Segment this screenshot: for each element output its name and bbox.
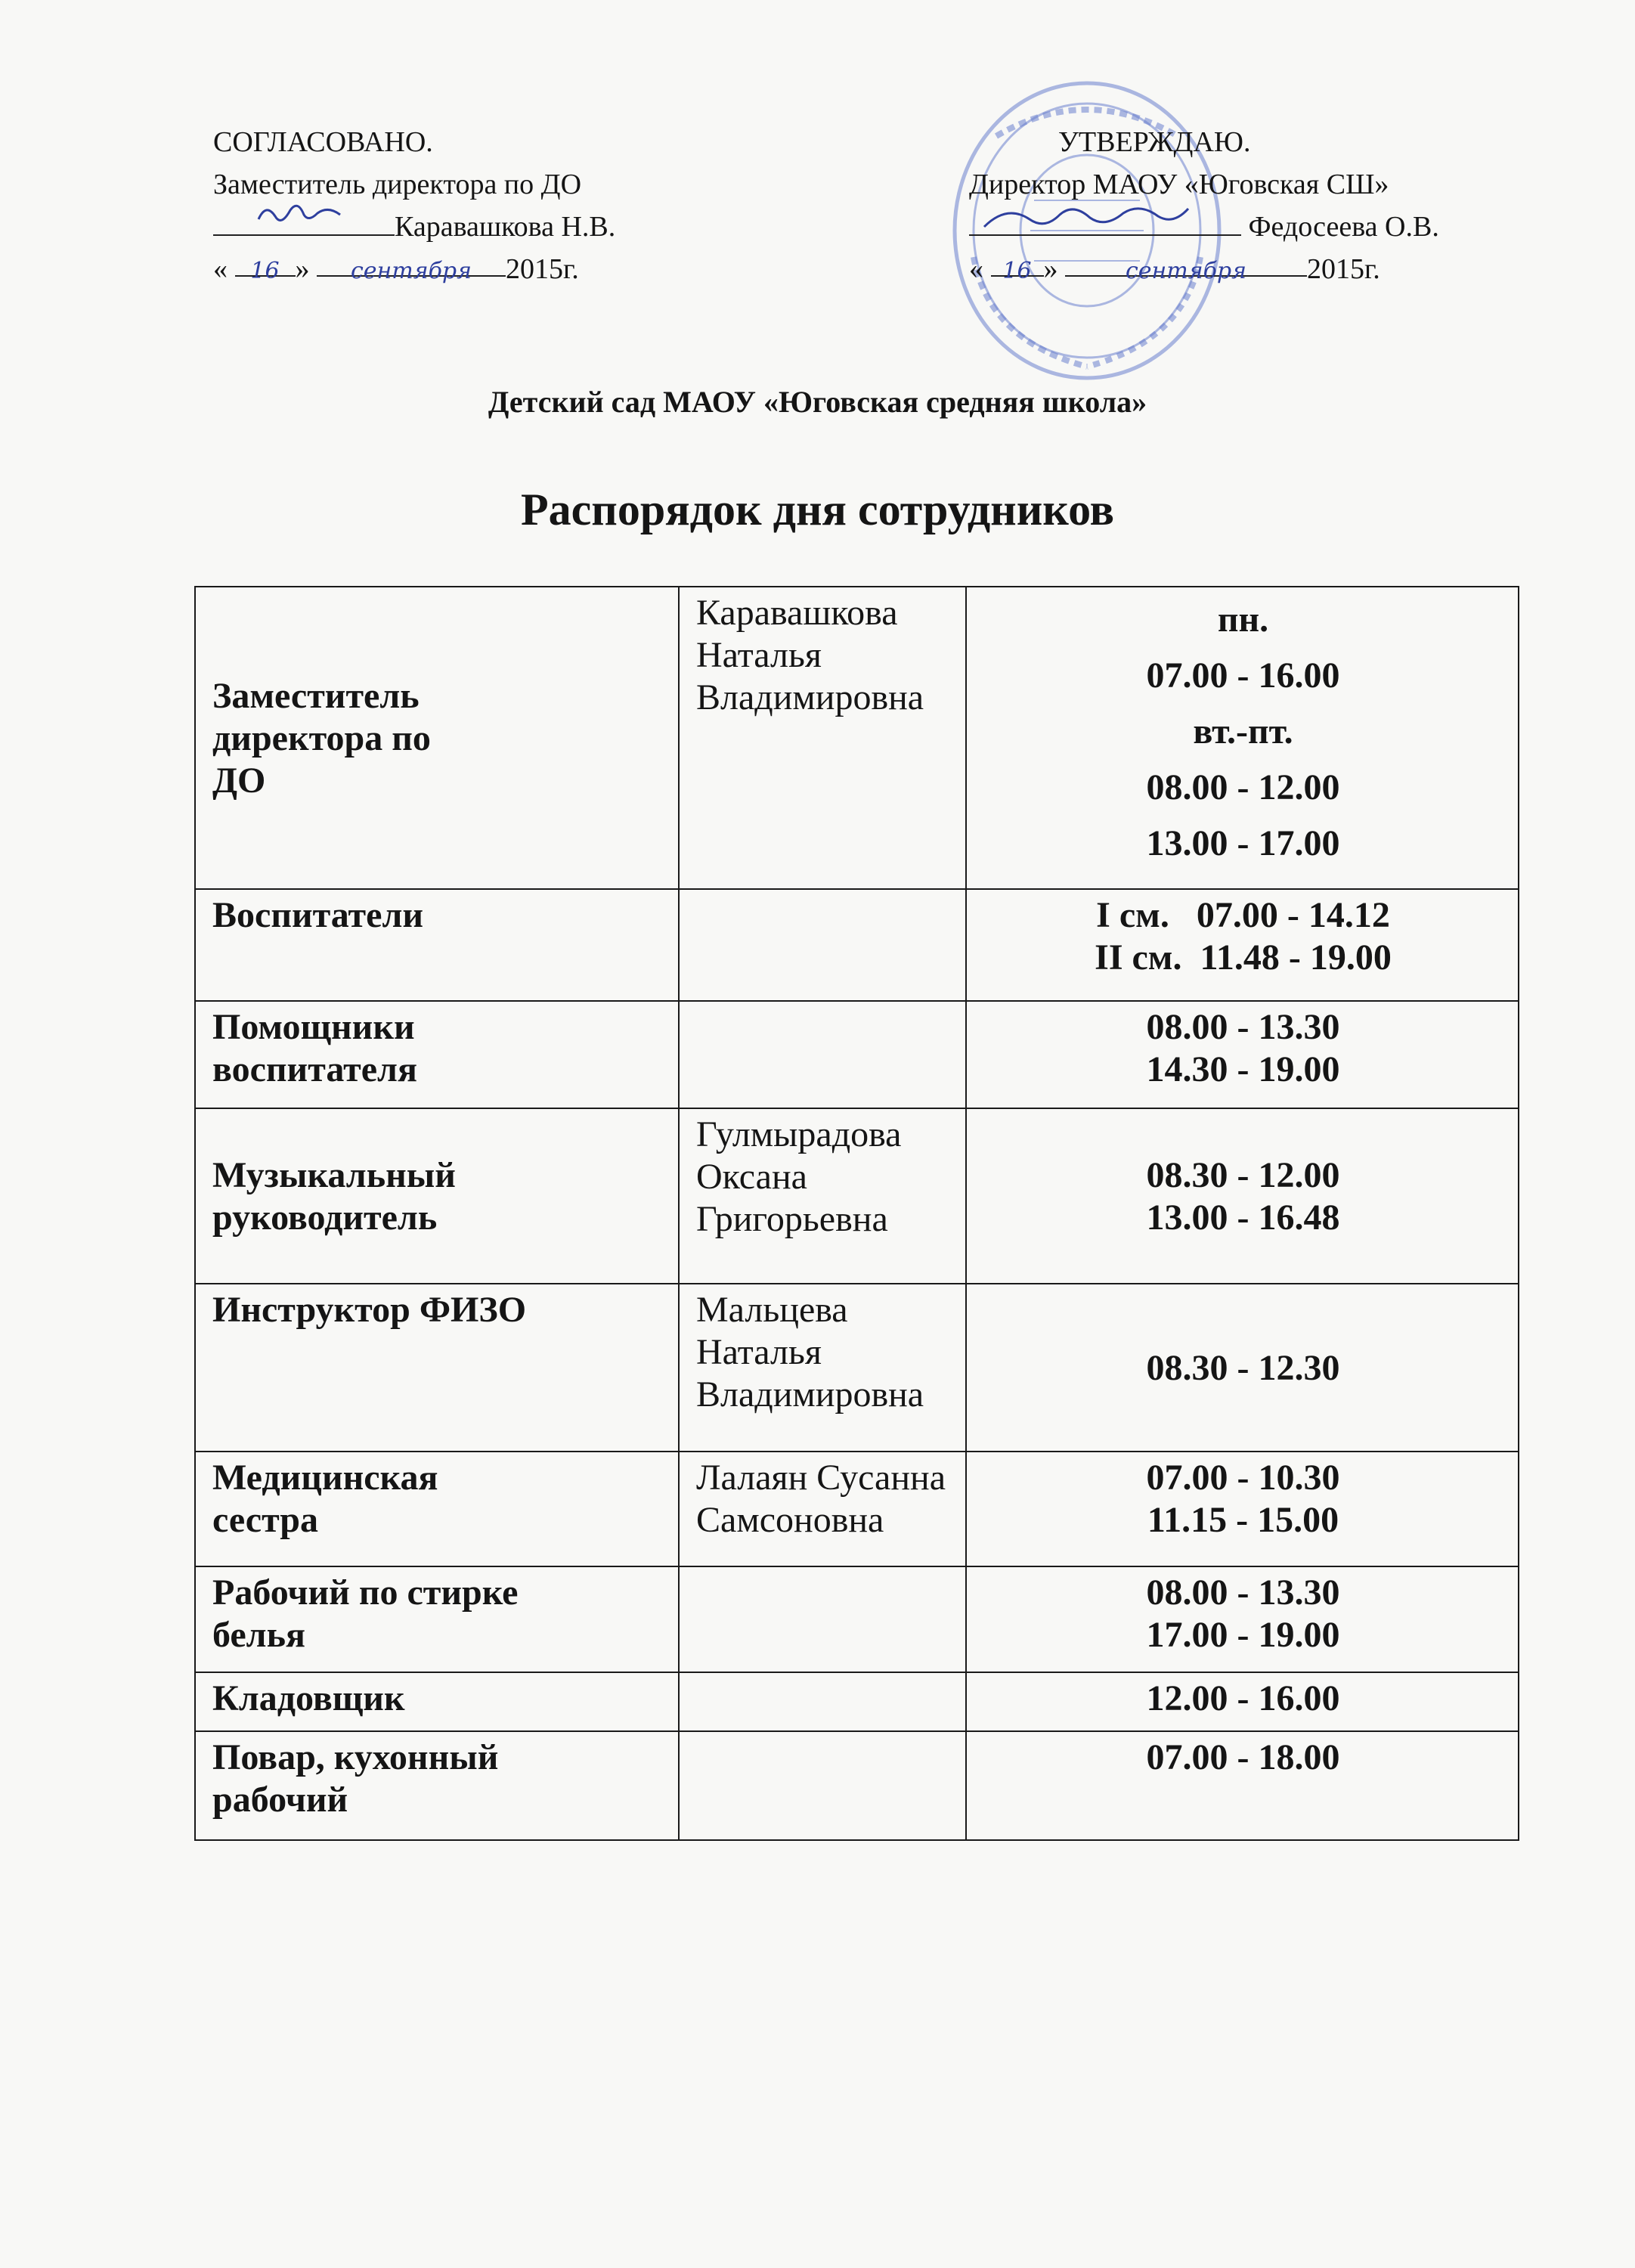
work-hours-text: I см. 07.00 - 14.12 bbox=[1096, 895, 1390, 935]
employee-name-text: Владимировна bbox=[696, 677, 924, 717]
date-month: сентября bbox=[350, 258, 472, 284]
approval-heading: УТВЕРЖДАЮ. bbox=[1058, 126, 1251, 158]
date-day: 16 bbox=[1002, 258, 1032, 284]
approval-role: Заместитель директора по ДО bbox=[213, 169, 582, 200]
date-quote-open: « bbox=[969, 253, 983, 285]
work-hours-text: 08.30 - 12.30 bbox=[1146, 1348, 1340, 1388]
schedule-row bbox=[195, 1108, 1519, 1284]
schedule-row bbox=[195, 587, 1519, 889]
position-text: сестра bbox=[212, 1500, 318, 1540]
employee-name-cell bbox=[679, 1566, 966, 1672]
employee-name-text: Мальцева bbox=[696, 1290, 848, 1330]
approval-date bbox=[213, 248, 757, 290]
employee-name-text: Оксана bbox=[696, 1157, 807, 1197]
position-text: руководитель bbox=[212, 1198, 438, 1238]
employee-name-text: Самсоновна bbox=[696, 1500, 884, 1540]
work-hours-text: 11.15 - 15.00 bbox=[1147, 1500, 1339, 1540]
signature-field bbox=[213, 207, 395, 236]
employee-name-text: Гулмырадова bbox=[696, 1114, 902, 1154]
signature-field bbox=[969, 207, 1241, 236]
date-quote-open: « bbox=[213, 253, 228, 285]
employee-name-cell bbox=[679, 1108, 966, 1284]
employee-name-text: Лалаян Сусанна bbox=[696, 1458, 946, 1498]
position-text: белья bbox=[212, 1615, 305, 1655]
work-hours-text: 08.00 - 13.30 bbox=[1146, 1007, 1340, 1047]
position-cell bbox=[195, 587, 679, 889]
date-month-field bbox=[1065, 248, 1307, 284]
work-hours-text: 14.30 - 19.00 bbox=[1146, 1049, 1340, 1089]
position-cell bbox=[195, 1672, 679, 1731]
date-month: сентября bbox=[1125, 258, 1246, 284]
date-quote-close: » bbox=[295, 253, 310, 285]
position-text: Музыкальный bbox=[212, 1155, 456, 1195]
position-text: Повар, кухонный bbox=[212, 1737, 499, 1777]
schedule-row bbox=[195, 1284, 1519, 1452]
date-day-field bbox=[235, 248, 296, 284]
employee-name-cell bbox=[679, 1672, 966, 1731]
position-text: директора по bbox=[212, 718, 431, 758]
schedule-row bbox=[195, 1731, 1519, 1840]
date-year: 2015г. bbox=[1307, 253, 1380, 285]
employee-name-text: Григорьевна bbox=[696, 1199, 888, 1239]
position-text: рабочий bbox=[212, 1780, 348, 1820]
work-hours-cell bbox=[966, 1108, 1519, 1284]
position-text: Кладовщик bbox=[212, 1678, 405, 1718]
employee-name-cell bbox=[679, 1731, 966, 1840]
approval-date bbox=[969, 248, 1559, 290]
position-cell bbox=[195, 1731, 679, 1840]
position-text: ДО bbox=[212, 761, 266, 801]
approval-heading: СОГЛАСОВАНО. bbox=[213, 126, 433, 158]
approval-block-agreed bbox=[213, 121, 757, 290]
position-text: воспитателя bbox=[212, 1049, 417, 1089]
organization-name: Детский сад МАОУ «Юговская средняя школа» bbox=[488, 385, 1147, 419]
employee-name-cell bbox=[679, 1284, 966, 1452]
position-cell bbox=[195, 1108, 679, 1284]
approval-signer-name: Федосеева О.В. bbox=[1248, 211, 1439, 243]
work-hours-text: 07.00 - 10.30 bbox=[1146, 1458, 1340, 1498]
approval-signer-line bbox=[969, 206, 1559, 248]
approval-signer-line bbox=[213, 206, 757, 248]
date-year: 2015г. bbox=[506, 253, 579, 285]
position-cell bbox=[195, 1284, 679, 1452]
handwritten-signature bbox=[969, 197, 1241, 234]
employee-name-text: Каравашкова bbox=[696, 593, 898, 633]
schedule-row bbox=[195, 889, 1519, 1001]
position-cell bbox=[195, 889, 679, 1001]
position-cell bbox=[195, 1566, 679, 1672]
work-hours-text: II см. 11.48 - 19.00 bbox=[1095, 937, 1392, 978]
work-hours-cell bbox=[966, 1284, 1519, 1452]
date-month-field bbox=[317, 248, 506, 284]
work-hours-cell bbox=[966, 1001, 1519, 1108]
schedule-row bbox=[195, 1566, 1519, 1672]
work-hours-text: 17.00 - 19.00 bbox=[1146, 1615, 1340, 1655]
date-quote-close: » bbox=[1043, 253, 1058, 285]
date-day: 16 bbox=[250, 258, 280, 284]
work-hours-cell bbox=[966, 587, 1519, 889]
employee-name-text: Наталья bbox=[696, 1332, 822, 1372]
work-hours-text: 07.00 - 18.00 bbox=[1146, 1737, 1340, 1777]
position-text: Медицинская bbox=[212, 1458, 438, 1498]
work-hours-text: 08.30 - 12.00 bbox=[1146, 1155, 1340, 1195]
work-hours-cell bbox=[966, 1672, 1519, 1731]
work-hours-text: 07.00 - 16.00 bbox=[1146, 655, 1340, 696]
handwritten-signature bbox=[213, 197, 395, 234]
work-hours-text: 13.00 - 16.48 bbox=[1146, 1198, 1340, 1238]
work-hours-text: пн. bbox=[1217, 600, 1269, 640]
position-text: Заместитель bbox=[212, 676, 420, 716]
work-hours-text: 08.00 - 12.00 bbox=[1146, 767, 1340, 807]
work-hours-text: 12.00 - 16.00 bbox=[1146, 1678, 1340, 1718]
approval-block-approved bbox=[969, 121, 1559, 290]
work-hours-cell bbox=[966, 889, 1519, 1001]
staff-schedule-table bbox=[194, 586, 1519, 1841]
schedule-row bbox=[195, 1672, 1519, 1731]
work-hours-cell bbox=[966, 1452, 1519, 1566]
date-day-field bbox=[991, 248, 1044, 284]
employee-name-text: Владимировна bbox=[696, 1374, 924, 1414]
schedule-row bbox=[195, 1001, 1519, 1108]
position-text: Воспитатели bbox=[212, 895, 424, 935]
approval-role: Директор МАОУ «Юговская СШ» bbox=[969, 169, 1389, 200]
work-hours-text: вт.-пт. bbox=[1193, 711, 1293, 751]
work-hours-text: 13.00 - 17.00 bbox=[1146, 823, 1340, 863]
work-hours-text: 08.00 - 13.30 bbox=[1146, 1572, 1340, 1613]
employee-name-cell bbox=[679, 1452, 966, 1566]
position-text: Помощники bbox=[212, 1007, 415, 1047]
schedule-row bbox=[195, 1452, 1519, 1566]
employee-name-cell bbox=[679, 587, 966, 889]
employee-name-text: Наталья bbox=[696, 635, 822, 675]
page-title: Распорядок дня сотрудников bbox=[520, 485, 1114, 534]
employee-name-cell bbox=[679, 1001, 966, 1108]
schedule-body bbox=[195, 587, 1519, 1840]
work-hours-cell bbox=[966, 1731, 1519, 1840]
position-cell bbox=[195, 1001, 679, 1108]
position-text: Рабочий по стирке bbox=[212, 1572, 519, 1613]
position-text: Инструктор ФИЗО bbox=[212, 1290, 527, 1330]
position-cell bbox=[195, 1452, 679, 1566]
approval-signer-name: Каравашкова Н.В. bbox=[395, 211, 616, 243]
employee-name-cell bbox=[679, 889, 966, 1001]
work-hours-cell bbox=[966, 1566, 1519, 1672]
